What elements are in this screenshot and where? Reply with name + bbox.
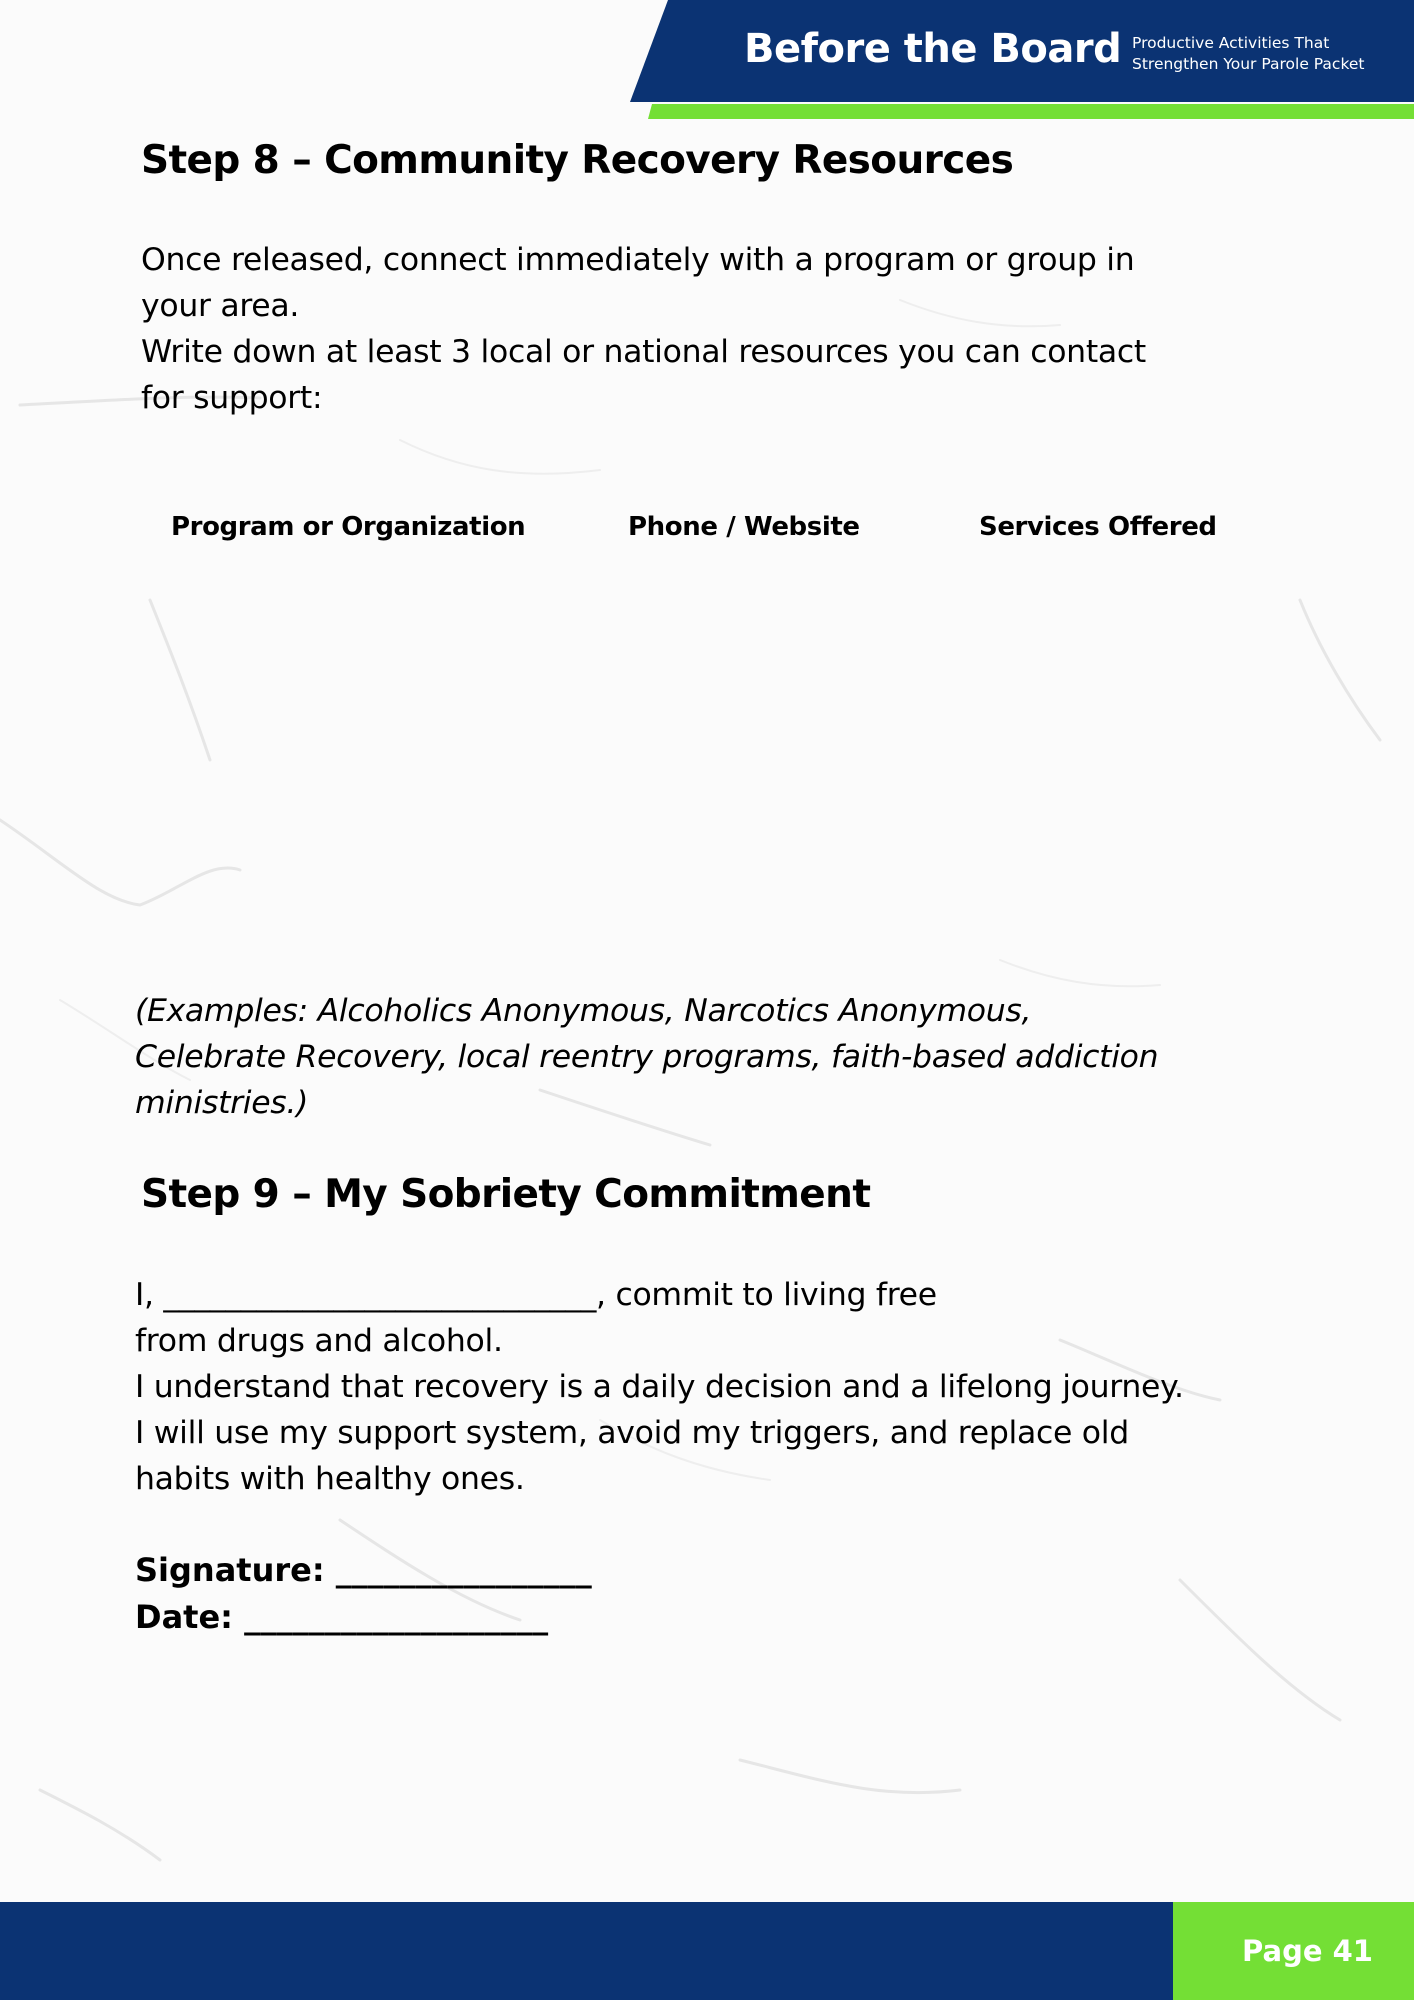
step8-intro — [141, 237, 1146, 421]
signature-field[interactable]: Signature: ________________ — [135, 1551, 592, 1589]
step8-examples — [135, 988, 1158, 1126]
header-subtitle-line1: Productive Activities That — [1132, 34, 1330, 52]
date-field[interactable]: Date: ___________________ — [135, 1598, 549, 1636]
commitment-line: I understand that recovery is a daily decision and a lifelong journey. — [135, 1369, 1184, 1405]
examples-line: ministries.) — [135, 1085, 309, 1121]
step8-title: Step 8 – Community Recovery Resources — [141, 138, 1014, 183]
commitment-line[interactable]: I, ____________________________, commit to living free — [135, 1277, 937, 1313]
examples-line: Celebrate Recovery, local reentry programs, faith-based addiction — [135, 1039, 1159, 1075]
header-accent-stripe — [648, 104, 1414, 119]
page-number: Page 41 — [1242, 1934, 1373, 1968]
step9-title: Step 9 – My Sobriety Commitment — [141, 1172, 871, 1217]
commitment-line: habits with healthy ones. — [135, 1461, 525, 1497]
header-title: Before the Board — [744, 26, 1122, 72]
step8-intro-line: Write down at least 3 local or national resources you can contact — [141, 334, 1146, 370]
examples-line: (Examples: Alcoholics Anonymous, Narcotics Anonymous, — [135, 993, 1032, 1029]
commitment-line: from drugs and alcohol. — [135, 1323, 503, 1359]
commitment-line: I will use my support system, avoid my triggers, and replace old — [135, 1415, 1129, 1451]
step8-intro-line: for support: — [141, 380, 323, 416]
resource-write-area[interactable] — [141, 570, 1241, 940]
column-header-services: Services Offered — [979, 512, 1217, 542]
column-header-phone-website: Phone / Website — [628, 512, 860, 542]
header-subtitle — [1132, 33, 1365, 75]
step8-intro-line: Once released, connect immediately with a program or group in — [141, 242, 1135, 278]
header-subtitle-line2: Strengthen Your Parole Packet — [1132, 55, 1365, 73]
page-number-badge — [1173, 1902, 1414, 2000]
step9-commitment-text — [135, 1272, 1184, 1502]
column-header-program: Program or Organization — [171, 512, 526, 542]
step8-intro-line: your area. — [141, 288, 300, 324]
